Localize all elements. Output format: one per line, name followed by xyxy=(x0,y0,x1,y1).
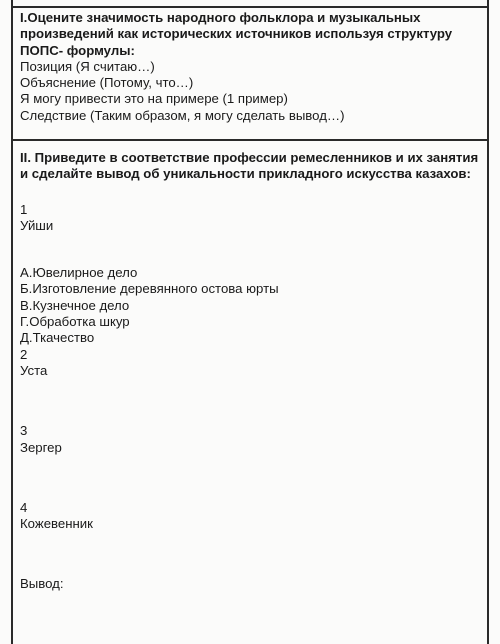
task-1-heading-line: I.Оцените значимость народного фольклора и музыкальных xyxy=(20,10,421,25)
craft-option: Д.Ткачество xyxy=(20,330,95,346)
profession-number-1: 1 xyxy=(20,201,28,217)
profession-kozhevennik: Кожевенник xyxy=(20,516,93,532)
profession-number-2: 2 xyxy=(20,346,28,362)
conclusion-label: Вывод: xyxy=(20,576,64,592)
craft-option: Г.Обработка шкур xyxy=(20,314,130,330)
task-2-heading-line: II. Приведите в соответствие профессии ремесленников и их занятия xyxy=(20,150,479,165)
table-right-border xyxy=(487,0,489,644)
popc-explanation-item: Объяснение (Потому, что…) xyxy=(20,75,194,91)
task-1-heading-line: ПОПС- формулы: xyxy=(20,42,135,58)
popc-example-item: Я могу привести это на примере (1 пример) xyxy=(20,91,288,107)
popc-position-item: Позиция (Я считаю…) xyxy=(20,58,155,74)
task-1-heading-line: произведений как исторических источников используя структуру xyxy=(20,26,453,42)
profession-zerger: Зергер xyxy=(20,439,62,455)
spacer xyxy=(20,183,482,202)
table-top-border xyxy=(11,6,489,8)
task-1-cell xyxy=(20,10,482,124)
craft-option: А.Ювелирное дело xyxy=(20,265,138,281)
profession-uyshi: Уйши xyxy=(20,217,54,233)
spacer xyxy=(20,532,482,576)
spacer xyxy=(20,234,482,265)
popc-consequence-item: Следствие (Таким образом, я могу сделать вывод…) xyxy=(20,107,345,123)
table-row-divider xyxy=(11,139,489,141)
spacer xyxy=(20,379,482,423)
task-2-cell xyxy=(20,150,482,593)
profession-number-3: 3 xyxy=(20,423,28,439)
profession-number-4: 4 xyxy=(20,499,28,515)
craft-option: В.Кузнечное дело xyxy=(20,297,130,313)
table-left-border xyxy=(11,0,13,644)
profession-usta: Уста xyxy=(20,362,48,378)
task-2-heading-line: и сделайте вывод об уникальности прикладного искусства казахов: xyxy=(20,166,471,182)
craft-option: Б.Изготовление деревянного остова юрты xyxy=(20,281,279,297)
spacer xyxy=(20,456,482,500)
